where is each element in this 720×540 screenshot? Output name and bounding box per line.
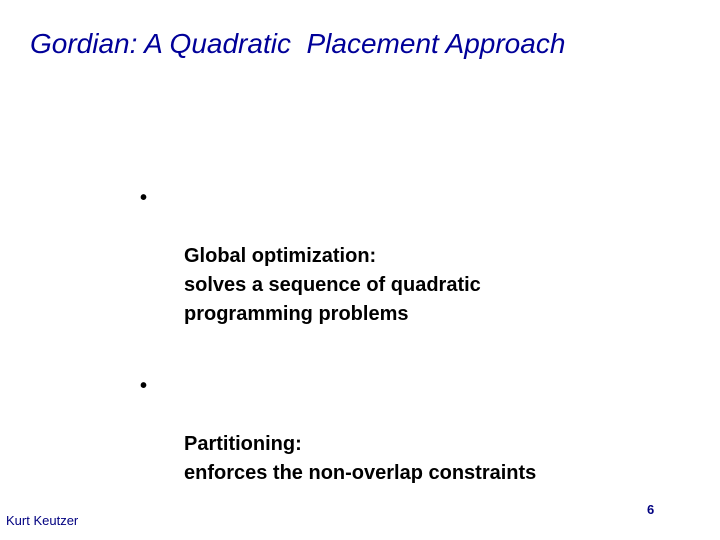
slide-title: Gordian: A Quadratic Placement Approach <box>30 28 566 59</box>
bullet-icon: • <box>140 187 148 209</box>
bullet-text: Partitioning: enforces the non-overlap constraints <box>184 433 537 484</box>
bullet-text: Global optimization: solves a sequence of quadratic programming problems <box>184 245 481 325</box>
bullet-list <box>140 184 624 517</box>
page-number: 6 <box>647 502 655 517</box>
footer-author: Kurt Keutzer <box>6 513 79 528</box>
bullet-icon: • <box>140 375 148 397</box>
bullet-item-global-optimization <box>140 184 624 358</box>
bullet-item-partitioning <box>140 372 624 517</box>
